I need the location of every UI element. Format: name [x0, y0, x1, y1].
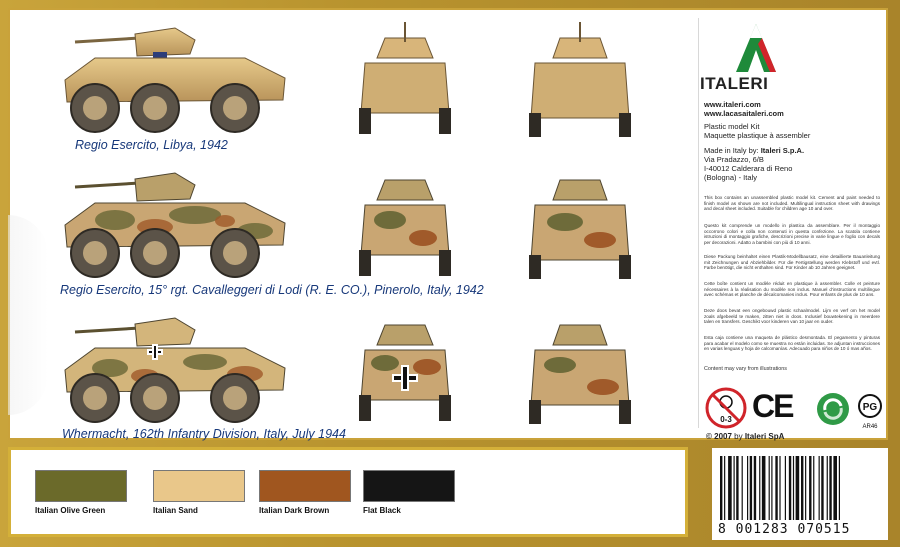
vehicle-front-view	[355, 160, 455, 280]
website-secondary[interactable]: www.lacasaitaleri.com	[704, 109, 784, 118]
vehicle-front-view	[355, 305, 455, 425]
age-warning-label: 0-3	[720, 415, 732, 424]
barcode-bars	[720, 456, 880, 520]
kit-type: Plastic model Kit	[704, 122, 760, 131]
paint-label: Italian Sand	[153, 506, 198, 515]
notice-text: Esta caja contiene una maqueta de plástico desmontada. El pegamento y pinturas para acabar el modelo como se muestra no están incluidas. Se adjuntan instrucciones en varias lenguas y hoja de calcomanías. Adecuado para niños de 10 ó mas años.	[704, 335, 880, 352]
vehicle-rear-view	[525, 305, 635, 425]
variant-caption: Regio Esercito, 15° rgt. Cavalleggeri di Lodi (R. E. CO.), Pinerolo, Italy, 1942	[60, 283, 484, 297]
address-line: Via Pradazzo, 6/B	[704, 155, 764, 164]
paint-swatch	[153, 470, 245, 502]
brand-name: ITALERI	[700, 74, 769, 93]
vehicle-rear-view	[525, 160, 635, 280]
pg-mark-label: AR46	[862, 424, 878, 430]
vehicle-rear-view	[525, 18, 635, 138]
copyright-company: Italeri SpA	[744, 432, 785, 441]
paint-label: Flat Black	[363, 506, 401, 515]
copyright	[706, 432, 784, 441]
address-line: I-40012 Calderara di Reno	[704, 164, 793, 173]
notice-text: Diese Packung beinhaltet einen Plastik-Modellbausatz, eine detaillierte Bauanleitung mit Zeichnungen und Abziehbilder. Für die Fertigstellung werden Klebstoff und evtl. Farbe benötigt, die nicht enthalten sind. Für Kinder ab 10 Jahren geeignet.	[704, 254, 880, 271]
ce-mark-icon: CE	[752, 388, 793, 424]
kit-type-fr: Maquette plastique à assembler	[704, 131, 811, 140]
vehicle-side-view	[55, 20, 295, 140]
paint-label: Italian Dark Brown	[259, 506, 330, 515]
barcode-digits: 8 001283 070515	[718, 522, 851, 537]
content-note: Content may vary from illustrations	[704, 366, 787, 372]
address-line: (Bologna) - Italy	[704, 173, 757, 182]
copyright-by: by	[731, 432, 745, 441]
age-warning-icon	[704, 386, 748, 430]
box-fold-shadow	[8, 215, 48, 415]
paint-swatch	[259, 470, 351, 502]
company-name: Italeri S.p.A.	[760, 146, 805, 155]
notice-text: Questo kit comprende un modello in plastica da assemblare. Per il montaggio occorrono colori e colla non contenuti in questa confezione. La scatola contiene istruzioni di montaggio grafiche, descrizioni precise in varie lingue e foglio con decals per decorazioni. Adatto a bambini con più di 10 anni.	[704, 223, 880, 245]
recycle-icon	[816, 392, 850, 426]
italeri-logo-icon	[718, 22, 794, 76]
variant-caption: Regio Esercito, Libya, 1942	[75, 138, 228, 152]
notice-text: Deze doos bevat een ongebouwd plastic schaalmodel. Lijm en verf om het model zoals afgebeeld te maken, zitten niet in doos. Inclusief bouwtekening in meerdere talen en transfers. Geschikt voor kinderen van 10 jaar en ouder.	[704, 308, 880, 325]
paint-swatch	[363, 470, 455, 502]
variant-caption: Whermacht, 162th Infantry Division, Italy, July 1944	[62, 427, 346, 441]
paint-swatch	[35, 470, 127, 502]
vehicle-side-view	[55, 310, 295, 430]
svg-text:PG: PG	[862, 402, 878, 413]
notice-text: Cette boîte contient un modèle réduit en plastique à assembler. Colle et peinture nécessaires à la réalisation du modèle non inclus. Manuel d'instructions multilingue avec schémas et planche de décalcomanies inclus. Pour enfants de plus de 10 ans.	[704, 281, 880, 298]
notice-text: This box contains an unassembled plastic model kit. Cement and paint needed to finish model as shown are not included. Multilingual instruction sheet with drawings and decal sheet included. Suitable for children age 10 and over.	[704, 195, 880, 212]
paint-guide-panel	[8, 447, 688, 537]
vehicle-front-view	[355, 18, 455, 138]
paint-label: Italian Olive Green	[35, 506, 106, 515]
panel-divider	[698, 18, 699, 428]
vehicle-side-view	[55, 165, 295, 285]
website-primary[interactable]: www.italeri.com	[704, 100, 761, 109]
copyright-year: © 2007	[706, 432, 732, 441]
pg-mark-icon	[856, 394, 884, 434]
made-in-label: Made in Italy by:	[704, 146, 761, 155]
manufacturer	[704, 146, 804, 155]
